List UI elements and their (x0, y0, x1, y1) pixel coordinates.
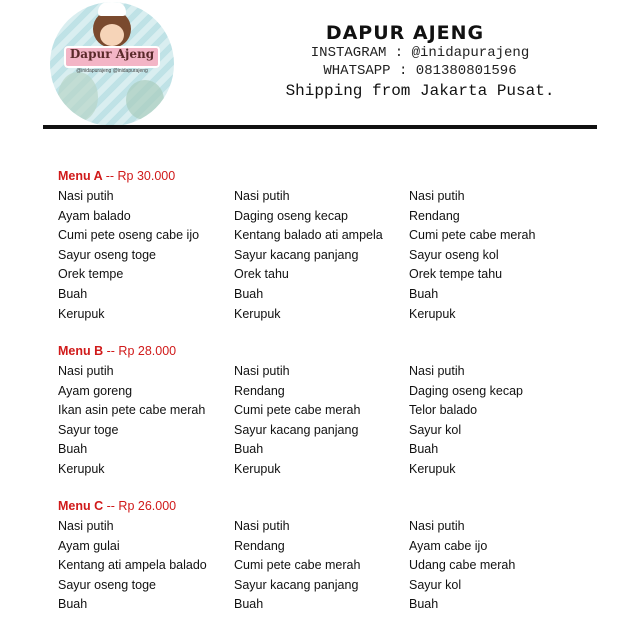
list-item: Ayam cabe ijo (409, 538, 488, 553)
list-item: Ayam goreng (58, 383, 133, 398)
list-item: Nasi putih (409, 189, 465, 203)
menu-name: Menu B (58, 344, 104, 358)
list-item: Sayur toge (58, 422, 119, 437)
list-item: Sayur kol (409, 422, 462, 437)
menu-price: -- Rp 26.000 (106, 499, 177, 513)
list-item: Nasi putih (409, 364, 465, 378)
list-item: Nasi putih (58, 519, 114, 533)
menu-c-column-2 (234, 517, 360, 615)
list-item: Sayur kacang panjang (234, 422, 359, 437)
menu-b-title (58, 344, 176, 358)
header (230, 22, 610, 101)
list-item: Daging oseng kecap (409, 383, 523, 398)
list-item: Sayur kacang panjang (234, 577, 359, 592)
menu-b-column-3 (409, 362, 523, 480)
chef-hat-icon (98, 2, 126, 16)
list-item: Buah (409, 597, 439, 612)
list-item: Nasi putih (234, 519, 290, 533)
menu-a-column-3 (409, 187, 535, 324)
list-item: Buah (409, 442, 439, 457)
list-item: Udang cabe merah (409, 558, 516, 573)
leaf-decoration (58, 72, 98, 122)
menu-name: Menu C (58, 499, 104, 513)
list-item: Nasi putih (58, 189, 114, 203)
list-item: Kerupuk (58, 306, 105, 321)
list-item: Rendang (409, 208, 460, 223)
list-item: Nasi putih (234, 189, 290, 203)
list-item: Buah (58, 597, 88, 612)
leaf-decoration (126, 80, 164, 120)
menu-c-title (58, 499, 176, 513)
logo-brand-text: Dapur Ajeng (69, 47, 155, 61)
list-item: Cumi pete cabe merah (234, 403, 361, 418)
list-item: Orek tahu (234, 267, 289, 282)
list-item: Sayur kacang panjang (234, 247, 359, 262)
list-item: Sayur oseng toge (58, 577, 156, 592)
list-item: Kentang balado ati ampela (234, 228, 383, 243)
list-item: Kerupuk (409, 306, 456, 321)
menu-c-column-1 (58, 517, 207, 615)
list-item: Buah (234, 442, 264, 457)
list-item: Cumi pete oseng cabe ijo (58, 228, 200, 243)
header-divider (43, 125, 597, 129)
chef-face (100, 24, 124, 46)
list-item: Sayur oseng kol (409, 247, 499, 262)
list-item: Buah (58, 442, 88, 457)
list-item: Kerupuk (409, 461, 456, 476)
list-item: Sayur kol (409, 577, 462, 592)
menu-c-column-3 (409, 517, 515, 615)
list-item: Orek tempe tahu (409, 267, 503, 282)
menu-b-column-1 (58, 362, 205, 480)
list-item: Sayur oseng toge (58, 247, 156, 262)
menu-price: -- Rp 28.000 (106, 344, 177, 358)
list-item: Rendang (234, 383, 285, 398)
list-item: Rendang (234, 538, 285, 553)
list-item: Daging oseng kecap (234, 208, 348, 223)
logo-handles: @inidapurajeng @inidapurajeng (76, 68, 148, 74)
menu-price: -- Rp 30.000 (105, 169, 176, 183)
list-item: Ikan asin pete cabe merah (58, 403, 206, 418)
list-item: Cumi pete cabe merah (234, 558, 361, 573)
list-item: Nasi putih (234, 364, 290, 378)
list-item: Cumi pete cabe merah (409, 228, 536, 243)
list-item: Buah (234, 286, 264, 301)
list-item: Buah (409, 286, 439, 301)
list-item: Kerupuk (234, 306, 281, 321)
whatsapp-line: WHATSAPP : 081380801596 (323, 63, 517, 79)
menu-a-title (58, 169, 175, 183)
menu-a-column-2 (234, 187, 383, 324)
instagram-line: INSTAGRAM : @inidapurajeng (310, 45, 530, 61)
list-item: Nasi putih (409, 519, 465, 533)
menu-b-column-2 (234, 362, 360, 480)
menu-name: Menu A (58, 169, 103, 183)
list-item: Buah (58, 286, 88, 301)
list-item: Telor balado (409, 403, 478, 418)
list-item: Kerupuk (234, 461, 281, 476)
list-item: Ayam gulai (58, 538, 120, 553)
list-item: Kentang ati ampela balado (58, 558, 207, 573)
shipping-line: Shipping from Jakarta Pusat. (285, 82, 555, 100)
menu-a-column-1 (58, 187, 199, 324)
list-item: Kerupuk (58, 461, 105, 476)
shop-title: DAPUR AJENG (325, 22, 485, 44)
list-item: Ayam balado (58, 208, 131, 223)
list-item: Buah (234, 597, 264, 612)
list-item: Nasi putih (58, 364, 114, 378)
logo (50, 2, 174, 126)
list-item: Orek tempe (58, 267, 124, 282)
